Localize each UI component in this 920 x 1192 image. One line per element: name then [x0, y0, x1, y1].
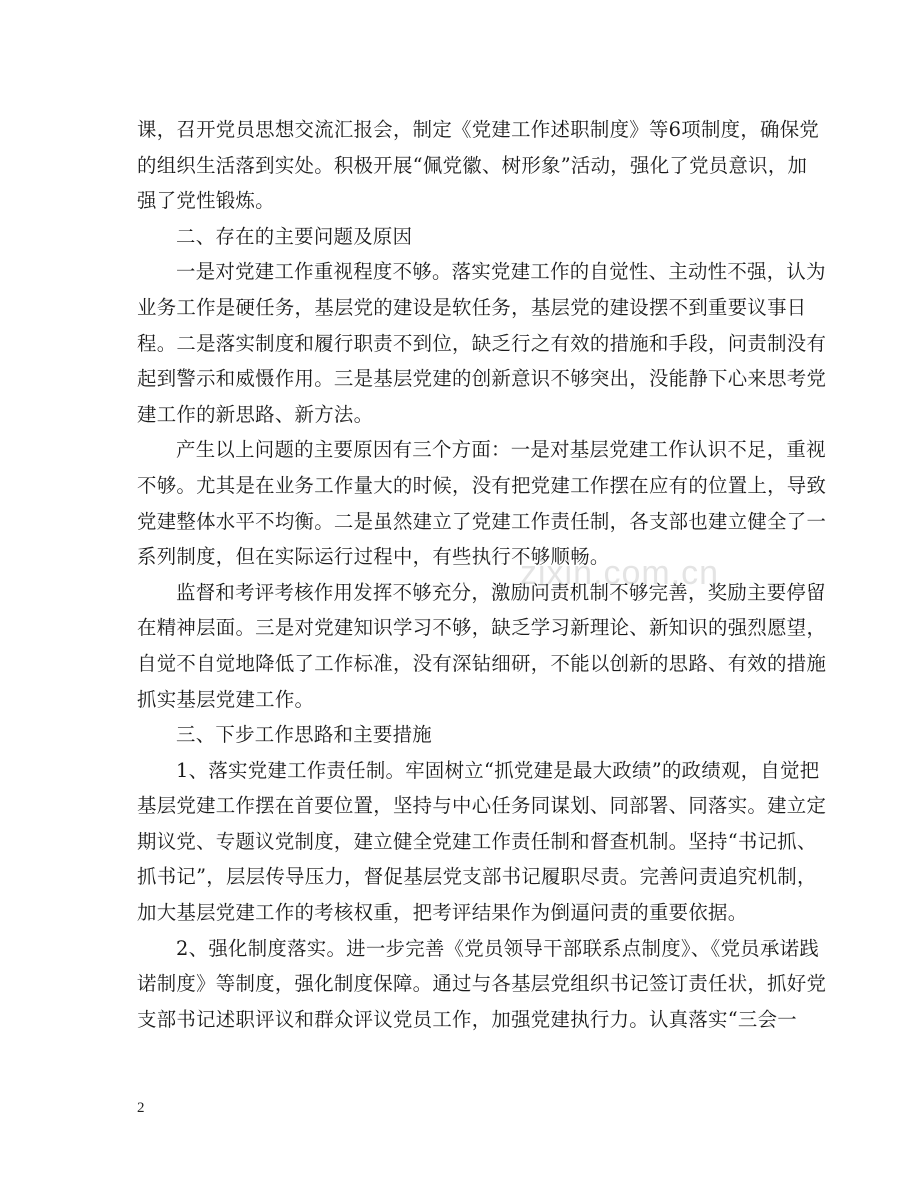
watermark: zixin.com.cn [520, 554, 720, 592]
text-line: 一是对党建工作重视程度不够。落实党建工作的自觉性、主动性不强，认为 [176, 260, 826, 284]
text-line: 起到警示和威慑作用。三是基层党建的创新意识不够突出，没能静下心来思考党 [137, 367, 827, 391]
text-line: 监督和考评考核作用发挥不够充分，激励问责机制不够完善，奖励主要停留 [176, 580, 826, 604]
text-line: 抓实基层党建工作。 [137, 687, 315, 711]
text-line: 1、落实党建工作责任制。牢固树立“抓党建是最大政绩”的政绩观，自觉把 [176, 758, 820, 782]
text-line: 的组织生活落到实处。积极开展“佩党徽、树形象”活动，强化了党员意识，加 [137, 153, 808, 177]
text-line: 抓书记”，层层传导压力，督促基层党支部书记履职尽责。完善问责追究机制， [137, 865, 817, 889]
text-line: 自觉不自觉地降低了工作标准，没有深钻细研，不能以创新的思路、有效的措施 [137, 651, 827, 675]
text-line: 2、强化制度落实。进一步完善《党员领导干部联系点制度》、《党员承诺践 [176, 936, 820, 960]
text-line: 支部书记述职评议和群众评议党员工作，加强党建执行力。认真落实“三会一 [137, 1007, 798, 1031]
text-line: 在精神层面。三是对党建知识学习不够，缺乏学习新理论、新知识的强烈愿望， [137, 616, 827, 640]
text-line: 二、存在的主要问题及原因 [176, 224, 413, 248]
text-line: 不够。尤其是在业务工作量大的时候，没有把党建工作摆在应有的位置上，导致 [137, 473, 827, 497]
text-line: 课，召开党员思想交流汇报会，制定《党建工作述职制度》等6项制度，确保党 [137, 118, 820, 141]
text-line: 三、下步工作思路和主要措施 [176, 723, 432, 747]
text-line: 产生以上问题的主要原因有三个方面：一是对基层党建工作认识不足，重视 [176, 438, 826, 462]
text-line: 程。二是落实制度和履行职责不到位，缺乏行之有效的措施和手段，问责制没有 [137, 331, 827, 355]
text-line: 强了党性锻炼。 [137, 189, 275, 213]
text-line: 系列制度，但在实际运行过程中，有些执行不够顺畅。 [137, 545, 610, 569]
text-line: 加大基层党建工作的考核权重，把考评结果作为倒逼问责的重要依据。 [137, 901, 748, 925]
text-line: 业务工作是硬任务，基层党的建设是软任务，基层党的建设摆不到重要议事日 [137, 295, 807, 319]
text-line: 基层党建工作摆在首要位置，坚持与中心任务同谋划、同部署、同落实。建立定 [137, 794, 827, 818]
text-line: 党建整体水平不均衡。二是虽然建立了党建工作责任制，各支部也建立健全了一 [137, 509, 827, 533]
text-line: 期议党、专题议党制度，建立健全党建工作责任制和督查机制。坚持“书记抓、 [137, 829, 817, 853]
page-number: 2 [137, 1100, 145, 1116]
text-line: 建工作的新思路、新方法。 [137, 402, 374, 426]
text-line: 诺制度》等制度，强化制度保障。通过与各基层党组织书记签订责任状，抓好党 [137, 972, 827, 996]
